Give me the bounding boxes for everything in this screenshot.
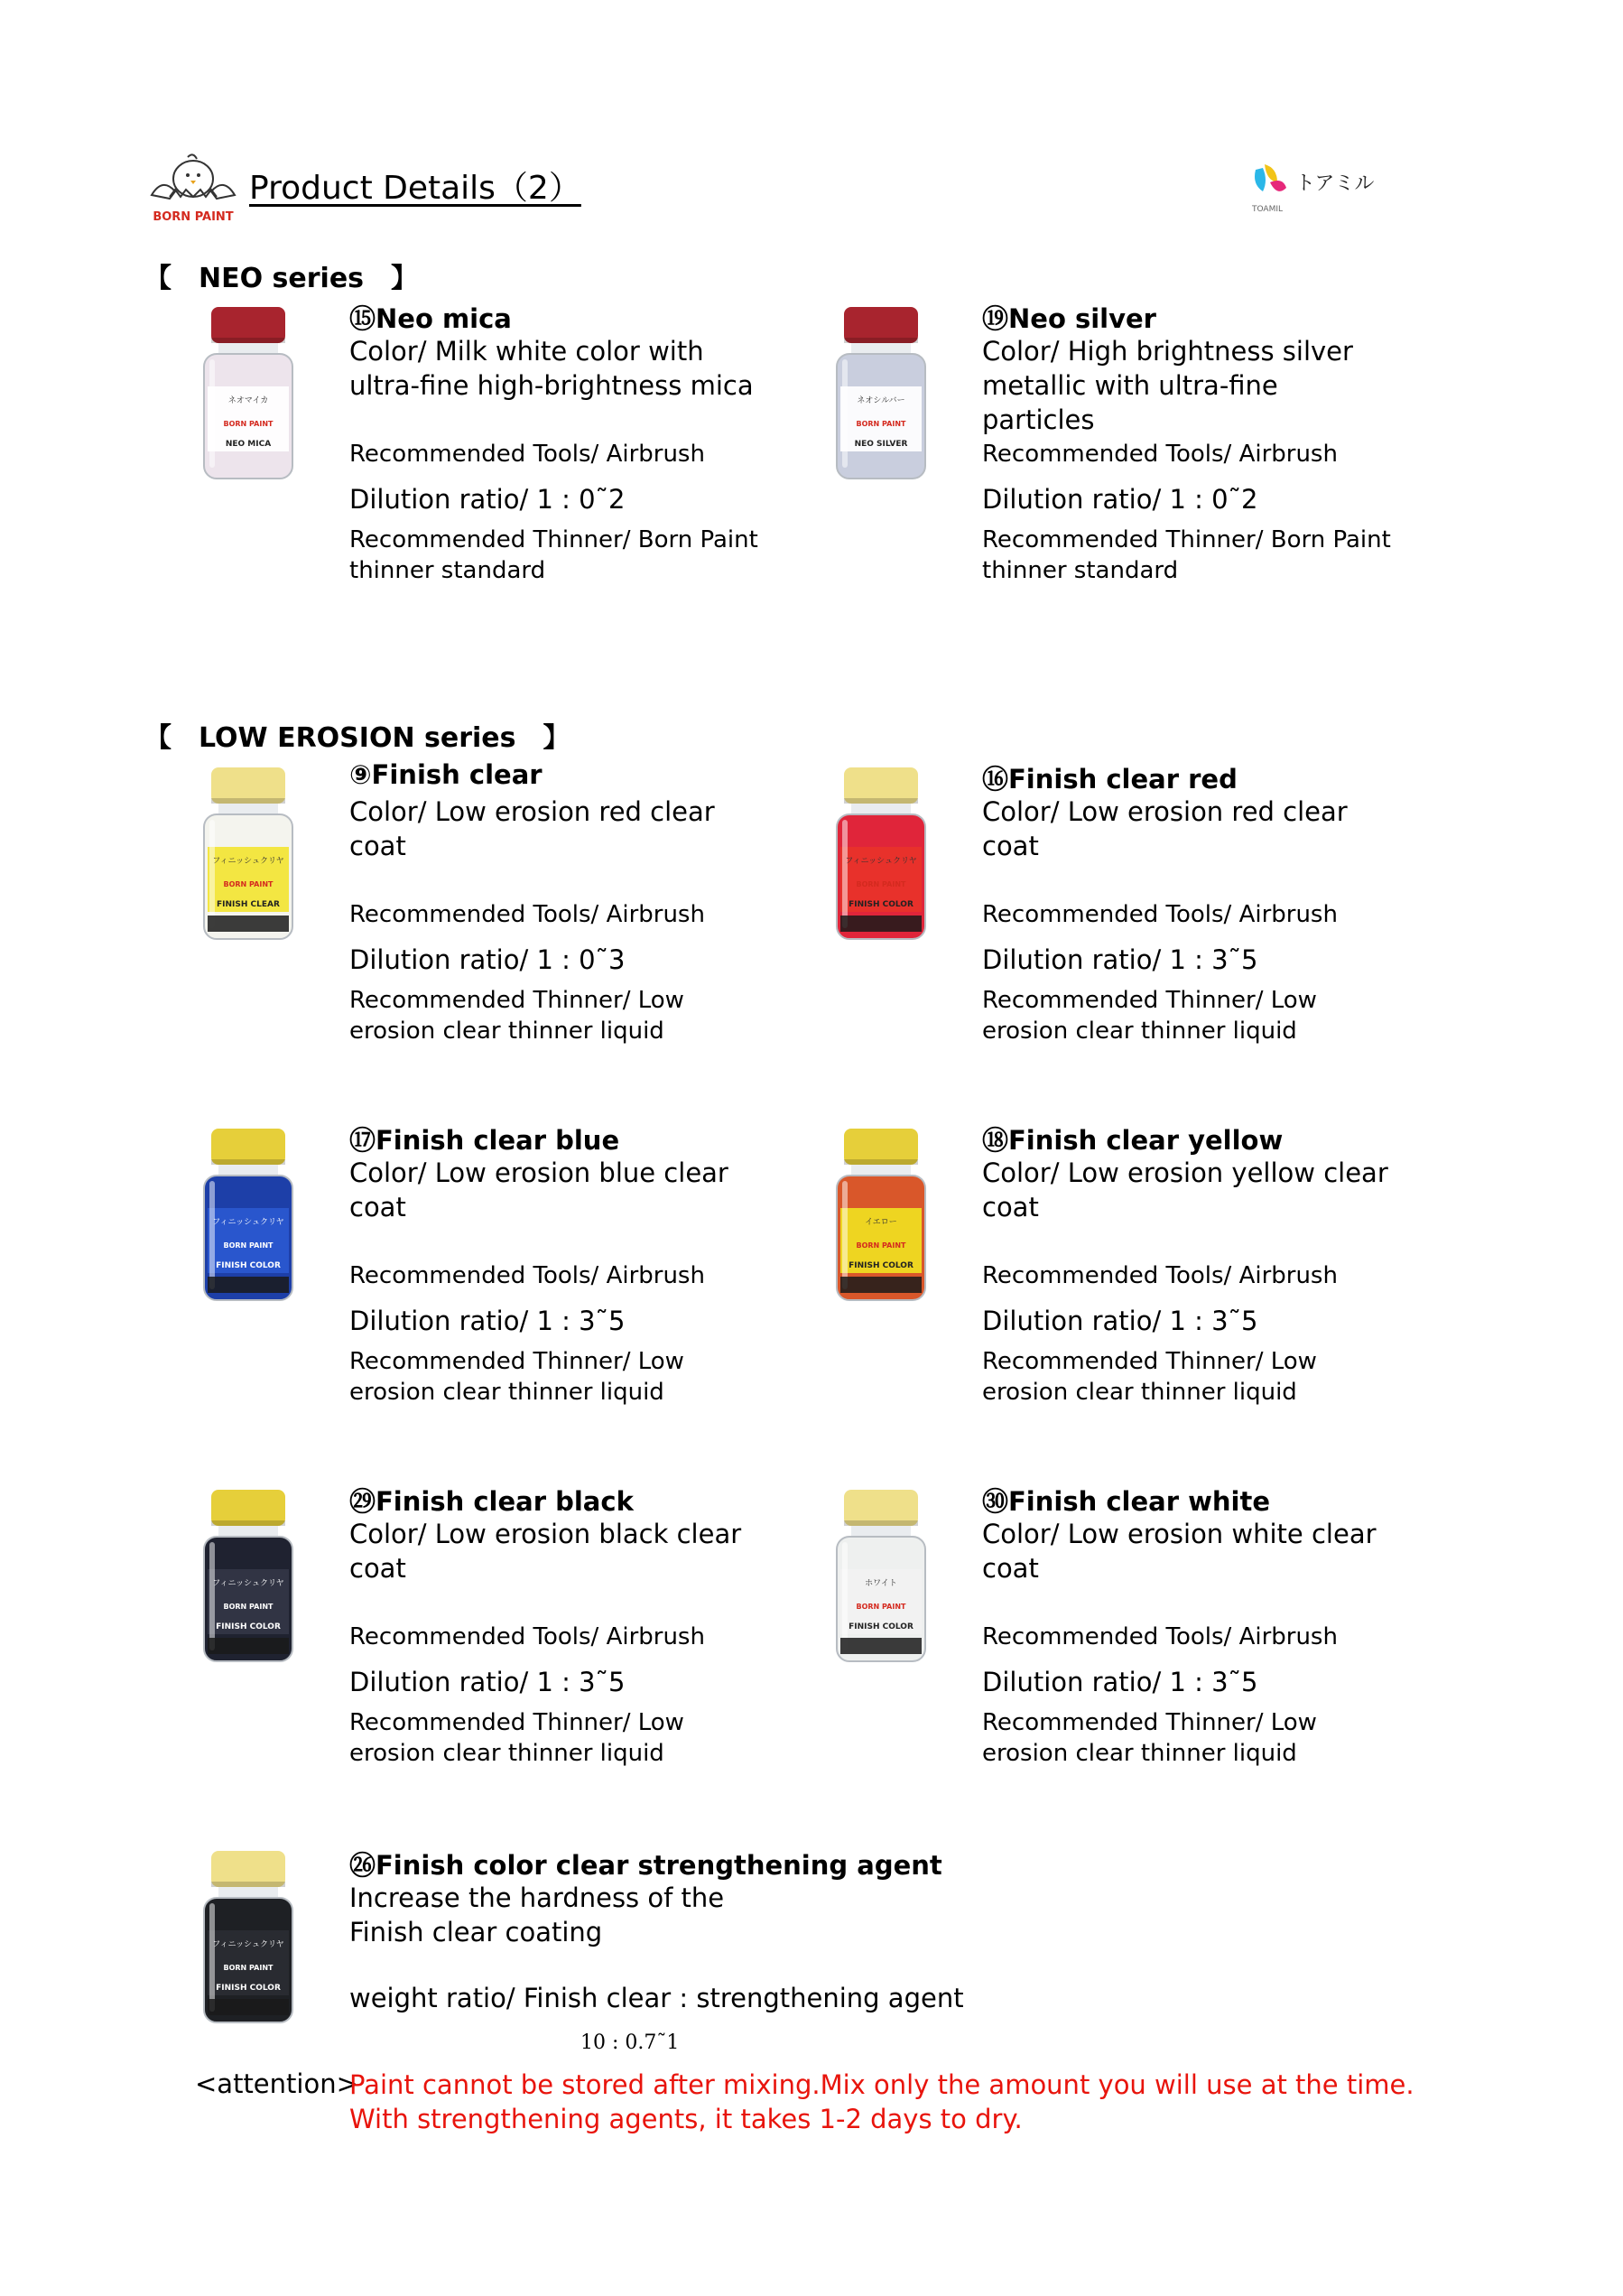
low-product-4-color: Color/ Low erosion yellow clear coat	[982, 1157, 1388, 1222]
bottle-japanese-text: フィニッシュクリヤ	[212, 1579, 284, 1588]
toamil-logo-sub: TOAMIL	[1252, 205, 1284, 214]
neo-product-2-tools: Recommended Tools/ Airbrush	[982, 441, 1338, 468]
low-product-1-thinner: Recommended Thinner/ Low erosion clear thinner liquid	[349, 987, 684, 1045]
neo-product-2-thinner: Recommended Thinner/ Born Paint thinner standard	[982, 526, 1391, 584]
neo-product-1-tools: Recommended Tools/ Airbrush	[349, 441, 705, 468]
low-product-6-dilution: Dilution ratio/ 1 : 3˜5	[982, 1667, 1258, 1697]
low-product-4-bottle-image	[833, 1127, 929, 1304]
bottle-product-text: FINISH CLEAR	[217, 900, 280, 909]
low-product-4-name: ⑱Finish clear yellow	[982, 1125, 1284, 1156]
low-product-4-thinner: Recommended Thinner/ Low erosion clear thinner liquid	[982, 1348, 1317, 1406]
attention-label: <attention>	[195, 2068, 358, 2099]
bottle-brand-text: BORN PAINT	[223, 420, 274, 428]
bottle-brand-text: BORN PAINT	[856, 1603, 906, 1611]
bottle-product-text: FINISH COLOR	[216, 1261, 281, 1270]
low-product-1-color: Color/ Low erosion red clear coat	[349, 796, 715, 861]
neo-product-1-name: ⑮Neo mica	[349, 303, 512, 334]
bottle-brand-text: BORN PAINT	[223, 1603, 274, 1611]
toamil-logo	[1250, 157, 1408, 215]
bottle-product-text: FINISH COLOR	[216, 1622, 281, 1631]
low-product-1-dilution: Dilution ratio/ 1 : 0˜3	[349, 944, 626, 975]
bottle-japanese-text: ホワイト	[865, 1579, 897, 1588]
low-product-6-thinner: Recommended Thinner/ Low erosion clear thinner liquid	[982, 1709, 1317, 1767]
neo-product-2-color: Color/ High brightness silver metallic with ultra-fine particles	[982, 336, 1353, 435]
bottle-japanese-text: フィニッシュクリヤ	[845, 857, 917, 866]
low-product-6-tools: Recommended Tools/ Airbrush	[982, 1623, 1338, 1650]
neo-product-1-dilution: Dilution ratio/ 1 : 0˜2	[349, 484, 626, 515]
low-product-2-bottle-image	[833, 766, 929, 943]
bottle-product-text: FINISH COLOR	[849, 1261, 914, 1270]
agent-name: ㉖Finish color clear strengthening agent	[349, 1850, 942, 1881]
low-product-3-thinner: Recommended Thinner/ Low erosion clear thinner liquid	[349, 1348, 684, 1406]
low-product-3-bottle-image	[200, 1127, 296, 1304]
agent-ratio-value: 10 : 0.7˜1	[580, 2031, 680, 2054]
bottle-japanese-text: フィニッシュクリヤ	[212, 857, 284, 866]
low-product-3-tools: Recommended Tools/ Airbrush	[349, 1262, 705, 1289]
low-product-3-dilution: Dilution ratio/ 1 : 3˜5	[349, 1306, 626, 1336]
low-product-1-name: ⑨Finish clear	[349, 759, 543, 790]
neo-product-2-bottle-image	[833, 305, 929, 482]
neo-product-1-color: Color/ Milk white color with ultra-fine high-brightness mica	[349, 336, 754, 401]
low-product-1-bottle-image	[200, 766, 296, 943]
low-product-6-color: Color/ Low erosion white clear coat	[982, 1519, 1377, 1584]
neo-product-1-thinner: Recommended Thinner/ Born Paint thinner standard	[349, 526, 758, 584]
bottle-brand-text: BORN PAINT	[856, 1241, 906, 1250]
low-product-5-tools: Recommended Tools/ Airbrush	[349, 1623, 705, 1650]
low-product-4-dilution: Dilution ratio/ 1 : 3˜5	[982, 1306, 1258, 1336]
low-product-3-name: ⑰Finish clear blue	[349, 1125, 620, 1156]
agent-weight-ratio: weight ratio/ Finish clear : strengthening agent	[349, 1983, 964, 2013]
neo-product-2-dilution: Dilution ratio/ 1 : 0˜2	[982, 484, 1258, 515]
toamil-logo-text: トアミル	[1295, 172, 1375, 195]
bottle-brand-text: BORN PAINT	[223, 1241, 274, 1250]
bottle-japanese-text: フィニッシュクリヤ	[212, 1940, 284, 1949]
low-product-5-dilution: Dilution ratio/ 1 : 3˜5	[349, 1667, 626, 1697]
bottle-brand-text: BORN PAINT	[223, 880, 274, 888]
low-product-2-color: Color/ Low erosion red clear coat	[982, 796, 1348, 861]
bottle-product-text: NEO SILVER	[854, 440, 908, 449]
low-product-5-name: ㉙Finish clear black	[349, 1486, 634, 1517]
low-product-5-bottle-image	[200, 1488, 296, 1665]
born-paint-logo-text: BORN PAINT	[153, 210, 234, 224]
low-product-2-thinner: Recommended Thinner/ Low erosion clear thinner liquid	[982, 987, 1317, 1045]
low-product-5-thinner: Recommended Thinner/ Low erosion clear thinner liquid	[349, 1709, 684, 1767]
low-product-6-name: ㉚Finish clear white	[982, 1486, 1271, 1517]
low-product-2-tools: Recommended Tools/ Airbrush	[982, 901, 1338, 928]
low-product-3-color: Color/ Low erosion blue clear coat	[349, 1157, 728, 1222]
low-product-5-color: Color/ Low erosion black clear coat	[349, 1519, 742, 1584]
agent-description: Increase the hardness of the Finish clear coating	[349, 1882, 725, 1947]
page-title: Product Details（2）	[249, 170, 581, 207]
bottle-japanese-text: フィニッシュクリヤ	[212, 1218, 284, 1227]
bottle-brand-text: BORN PAINT	[856, 420, 906, 428]
bottle-product-text: FINISH COLOR	[849, 900, 914, 909]
attention-text: Paint cannot be stored after mixing.Mix only the amount you will use at the time. With strengthening agents, it takes 1-2 days to dry.	[349, 2069, 1414, 2134]
neo-product-2-name: ⑲Neo silver	[982, 303, 1156, 334]
bottle-product-text: NEO MICA	[225, 440, 272, 449]
low-erosion-series-heading: 【 LOW EROSION series 】	[144, 722, 570, 754]
low-product-1-tools: Recommended Tools/ Airbrush	[349, 901, 705, 928]
bottle-brand-text: BORN PAINT	[223, 1964, 274, 1972]
bottle-brand-text: BORN PAINT	[856, 880, 906, 888]
neo-product-1-bottle-image	[200, 305, 296, 482]
agent-bottle-image	[200, 1849, 296, 2026]
bottle-product-text: FINISH COLOR	[216, 1984, 281, 1993]
bottle-japanese-text: ネオシルバー	[857, 396, 905, 405]
bottle-japanese-text: ネオマイカ	[227, 396, 269, 405]
born-paint-logo	[143, 152, 244, 224]
low-product-2-name: ⑯Finish clear red	[982, 764, 1238, 795]
bottle-japanese-text: イエロー	[865, 1218, 897, 1227]
low-product-4-tools: Recommended Tools/ Airbrush	[982, 1262, 1338, 1289]
low-product-6-bottle-image	[833, 1488, 929, 1665]
low-product-2-dilution: Dilution ratio/ 1 : 3˜5	[982, 944, 1258, 975]
neo-series-heading: 【 NEO series 】	[144, 263, 419, 294]
bottle-product-text: FINISH COLOR	[849, 1622, 914, 1631]
